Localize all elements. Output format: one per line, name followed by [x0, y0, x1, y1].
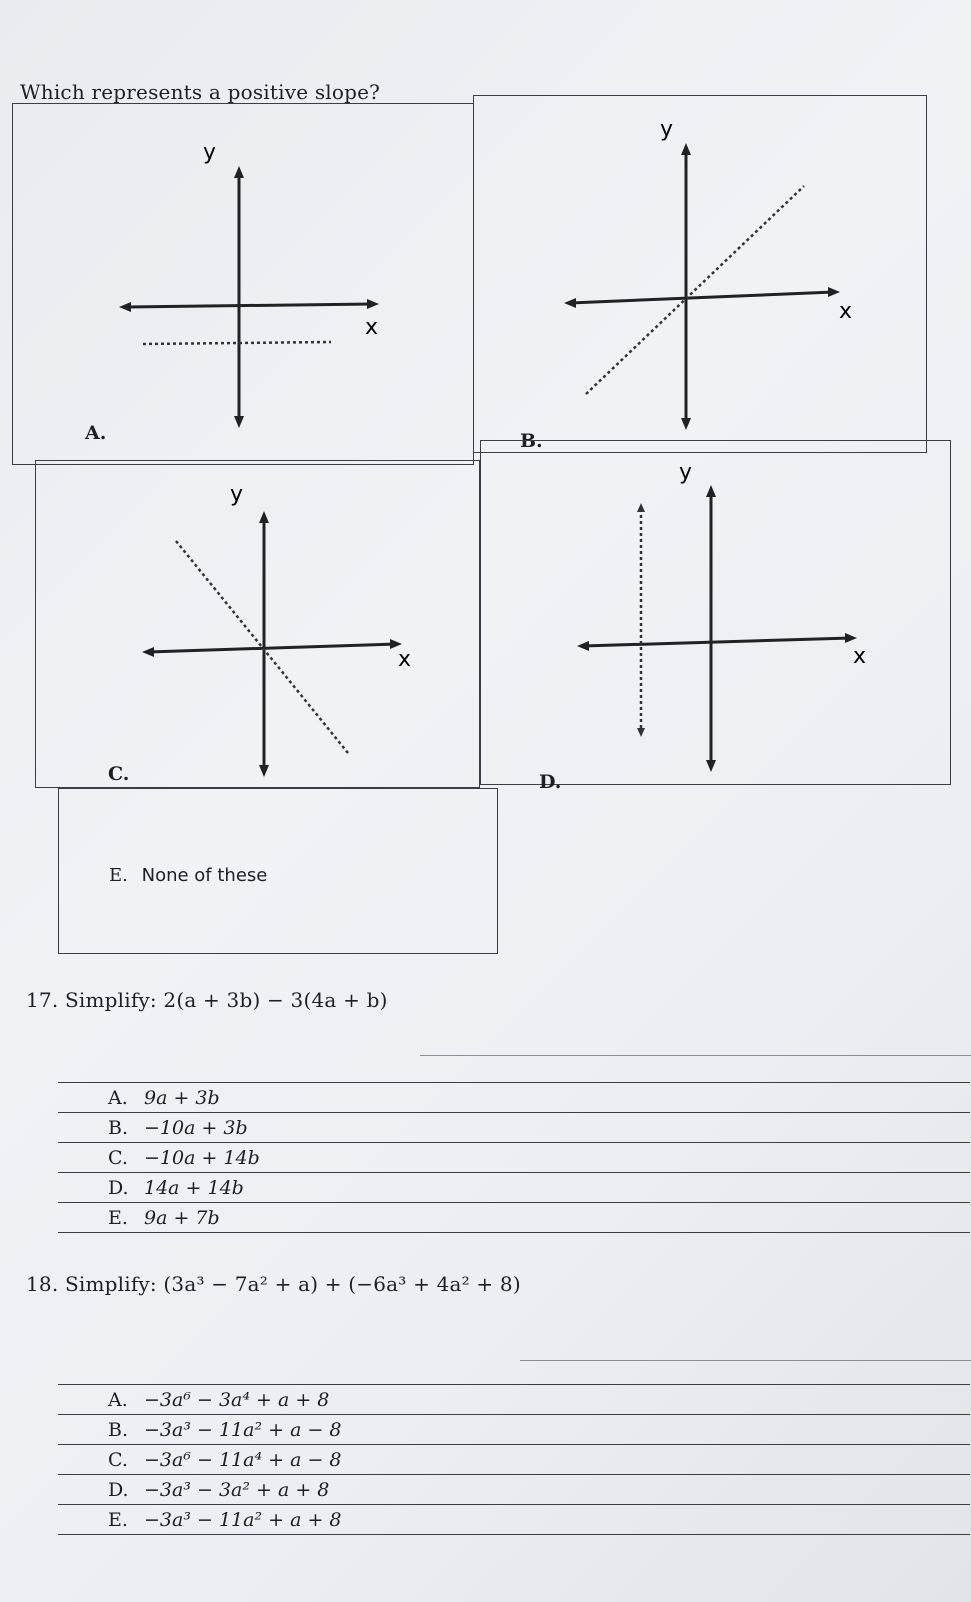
option-text: 9a + 3b: [144, 1086, 220, 1109]
option-letter: B.: [108, 1116, 129, 1139]
y-axis-arrow-down: [681, 418, 691, 430]
option-row[interactable]: [58, 1203, 970, 1233]
x-axis-label: x: [365, 315, 379, 340]
x-axis: [148, 644, 396, 652]
option-text: −10a + 3b: [144, 1116, 248, 1139]
option-e: [109, 865, 267, 886]
graph-label-a: A.: [85, 422, 107, 444]
question-17-options: [58, 1082, 970, 1233]
dotted-line-positive-slope: [586, 186, 804, 394]
option-row[interactable]: [58, 1445, 970, 1475]
graph-label-b: B.: [520, 430, 543, 452]
graph-d: [481, 441, 952, 786]
option-row[interactable]: [58, 1143, 970, 1173]
option-text: −10a + 14b: [144, 1146, 260, 1169]
y-axis-label: y: [679, 460, 693, 485]
option-letter: B.: [108, 1418, 129, 1441]
y-axis-label: y: [230, 482, 244, 507]
option-e-letter: E.: [109, 865, 128, 886]
graph-c: [36, 461, 481, 789]
option-row[interactable]: [58, 1505, 970, 1535]
option-row[interactable]: [58, 1083, 970, 1113]
x-axis-label: x: [839, 299, 853, 324]
option-letter: D.: [108, 1478, 129, 1501]
option-row[interactable]: [58, 1475, 970, 1505]
dotted-line-horizontal: [143, 342, 331, 344]
option-row[interactable]: [58, 1415, 970, 1445]
option-letter: E.: [108, 1508, 128, 1531]
x-axis: [125, 304, 373, 307]
graph-b: [474, 96, 928, 454]
y-axis-arrow-down: [259, 765, 269, 777]
x-axis-label: x: [853, 644, 867, 669]
option-text: 14a + 14b: [144, 1176, 244, 1199]
y-axis-arrow-up: [259, 511, 269, 523]
y-axis-arrow-up: [234, 166, 244, 178]
y-axis-arrow-up: [681, 143, 691, 155]
x-axis-arrow-left: [577, 641, 589, 651]
option-text: 9a + 7b: [144, 1206, 220, 1229]
x-axis-arrow-right: [845, 633, 857, 643]
option-letter: C.: [108, 1146, 128, 1169]
question-18-prompt: 18. Simplify: (3a³ − 7a² + a) + (−6a³ + 4a² + 8): [26, 1272, 521, 1296]
graph-label-c: C.: [108, 763, 130, 785]
option-e-cell[interactable]: [58, 788, 498, 954]
y-axis-arrow-up: [706, 485, 716, 497]
option-e-text: None of these: [141, 865, 268, 886]
question-16-prompt: Which represents a positive slope?: [20, 80, 381, 104]
y-axis-label: y: [660, 117, 674, 142]
y-axis-label: y: [203, 140, 217, 165]
dotted-line-arrow-up: [637, 503, 645, 512]
graph-cell-a[interactable]: [12, 103, 474, 465]
x-axis-arrow-left: [119, 302, 131, 312]
option-letter: D.: [108, 1176, 129, 1199]
option-row[interactable]: [58, 1113, 970, 1143]
option-letter: C.: [108, 1448, 128, 1471]
x-axis-label: x: [398, 647, 412, 672]
option-letter: A.: [108, 1388, 128, 1411]
option-text: −3a⁶ − 3a⁴ + a + 8: [144, 1388, 330, 1411]
x-axis-arrow-left: [564, 298, 576, 308]
option-text: −3a³ − 11a² + a + 8: [144, 1508, 342, 1531]
question-18-options: [58, 1384, 970, 1535]
option-row[interactable]: [58, 1173, 970, 1203]
option-row[interactable]: [58, 1385, 970, 1415]
x-axis: [583, 638, 851, 646]
answer-line: [420, 1055, 971, 1056]
option-text: −3a³ − 11a² + a − 8: [144, 1418, 342, 1441]
answer-line: [520, 1360, 971, 1361]
x-axis: [570, 292, 834, 303]
option-letter: E.: [108, 1206, 128, 1229]
dotted-line-arrow-down: [637, 728, 645, 737]
x-axis-arrow-left: [142, 647, 154, 657]
y-axis-arrow-down: [234, 416, 244, 428]
option-letter: A.: [108, 1086, 128, 1109]
graph-cell-d[interactable]: [480, 440, 951, 793]
graph-cell-b[interactable]: [473, 95, 927, 453]
question-17-prompt: 17. Simplify: 2(a + 3b) − 3(4a + b): [26, 988, 388, 1012]
option-text: −3a⁶ − 11a⁴ + a − 8: [144, 1448, 342, 1471]
y-axis-arrow-down: [706, 760, 716, 772]
graph-label-d: D.: [539, 771, 562, 793]
option-text: −3a³ − 3a² + a + 8: [144, 1478, 330, 1501]
graph-a: [13, 104, 475, 466]
x-axis-arrow-right: [828, 287, 840, 297]
x-axis-arrow-right: [367, 299, 379, 309]
graph-cell-c[interactable]: [35, 460, 480, 788]
